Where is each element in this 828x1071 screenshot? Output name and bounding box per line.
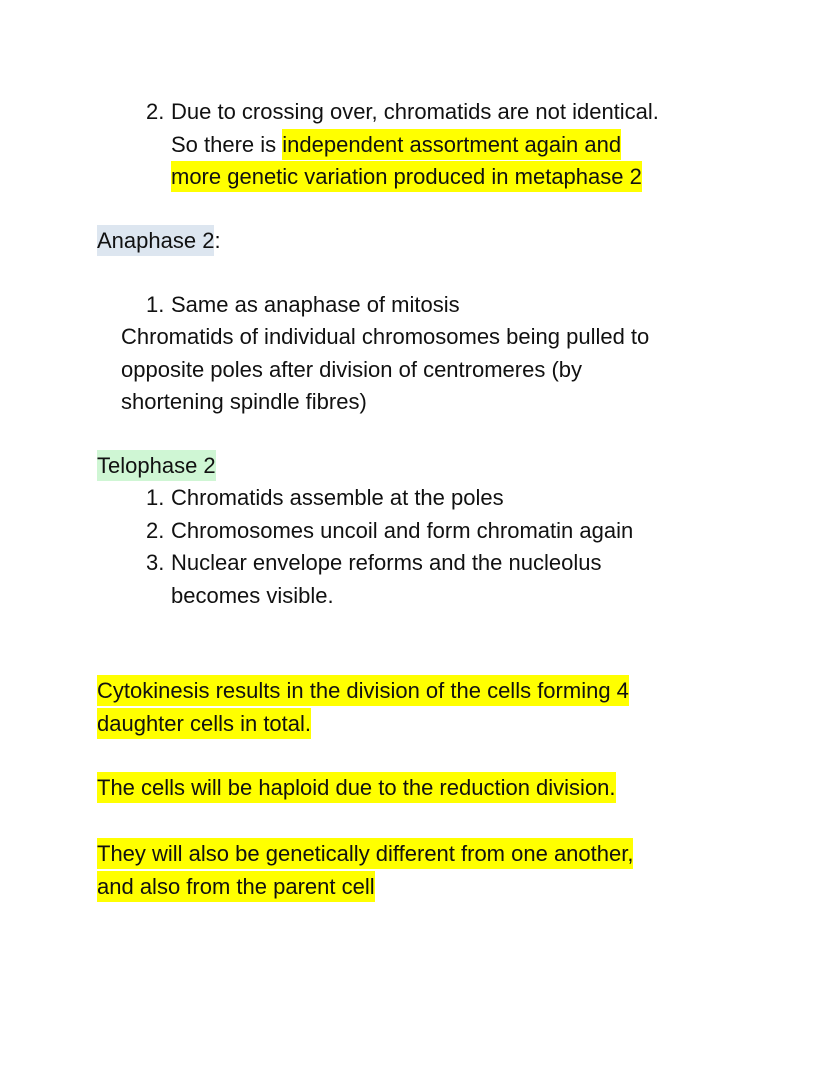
haploid-paragraph	[97, 772, 616, 805]
list-number: 1.	[146, 292, 165, 317]
list-item	[146, 547, 633, 612]
list-number: 2.	[146, 99, 165, 124]
highlighted-text: The cells will be haploid due to the reduction division.	[97, 772, 616, 803]
anaphase-paragraph	[121, 321, 649, 419]
highlighted-text: daughter cells in total.	[97, 708, 311, 739]
highlighted-text: more genetic variation produced in metaphase 2	[171, 161, 642, 192]
metaphase-list-item	[146, 96, 659, 194]
heading-colon: :	[214, 228, 221, 253]
telophase-heading	[97, 450, 216, 483]
highlighted-text: independent assortment again and	[282, 129, 621, 160]
anaphase-heading	[97, 225, 221, 258]
list-item	[146, 515, 634, 548]
list-text: Same as anaphase of mitosis	[171, 292, 460, 317]
list-text: Chromatids assemble at the poles	[171, 485, 504, 510]
telophase-list	[146, 482, 633, 612]
paragraph-line: shortening spindle fibres)	[121, 389, 367, 414]
list-item	[146, 482, 633, 515]
list-number: 3.	[146, 550, 165, 575]
list-text: Due to crossing over, chromatids are not identical.	[171, 99, 659, 124]
list-text: Nuclear envelope reforms and the nucleolus	[171, 550, 602, 575]
highlighted-text: and also from the parent cell	[97, 871, 375, 902]
highlighted-text: Cytokinesis results in the division of the cells forming 4	[97, 675, 629, 706]
anaphase-list-item	[146, 289, 460, 322]
variation-paragraph	[97, 838, 633, 903]
list-text: becomes visible.	[171, 582, 334, 608]
heading-text: Anaphase 2	[97, 225, 214, 256]
heading-text: Telophase 2	[97, 450, 216, 481]
highlighted-text: They will also be genetically different from one another,	[97, 838, 633, 869]
paragraph-line: opposite poles after division of centromeres (by	[121, 356, 583, 382]
paragraph-line: Chromatids of individual chromosomes being pulled to	[121, 324, 650, 349]
list-number: 2.	[146, 517, 165, 543]
list-text: Chromosomes uncoil and form chromatin again	[171, 517, 634, 543]
list-number: 1.	[146, 485, 165, 510]
cytokinesis-paragraph	[97, 675, 629, 740]
list-text: So there is	[171, 131, 283, 157]
